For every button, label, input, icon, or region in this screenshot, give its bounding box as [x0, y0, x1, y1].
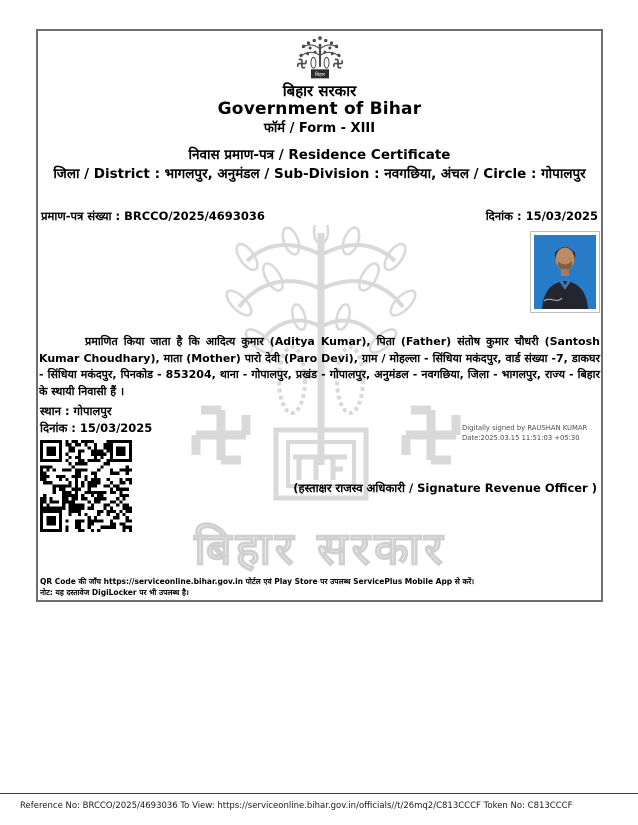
applicant-photo	[530, 231, 600, 313]
govt-name-hindi: बिहार सरकार	[282, 82, 357, 100]
govt-name-english: Government of Bihar	[217, 99, 422, 119]
signature-label: (हस्ताक्षर राजस्व अधिकारी / Signature Revenue Officer )	[293, 481, 597, 495]
certificate-body: प्रमाणित किया जाता है कि आदित्य कुमार (Aditya Kumar), पिता (Father) संतोष कुमार चौधरी (Santosh Kumar Choudhary), माता (Mother) पारो देवी (Paro Devi), ग्राम / मोहल्ला - सिंधिया मकंदपुर, वार्ड संख्या -7, डाकघर - सिंधिया मकंदपुर, पिनकोड - 853204, थाना - गोपालपुर, प्रखंड - गोपालपुर, अनुमंडल - नवगछिया, जिला - भागलपुर, राज्य - बिहार के स्थायी निवासी हैं ।	[39, 335, 600, 398]
bihar-watermark	[133, 225, 508, 585]
bihar-emblem	[287, 34, 353, 80]
digilocker-note: नोट: यह दस्तावेज DigiLocker पर भी उपलब्ध है।	[40, 588, 189, 597]
place-line: स्थान : गोपालपुर	[40, 404, 112, 418]
reference-line: Reference No: BRCCO/2025/4693036 To View: https://serviceonline.bihar.gov.in/officials//t/26mq2/C813CCCF Token No: C813CCCF	[20, 801, 573, 811]
footer-divider	[0, 793, 638, 794]
certificate-border	[36, 29, 603, 602]
certificate-number: प्रमाण-पत्र संख्या : BRCCO/2025/4693036	[41, 209, 265, 223]
qr-note: QR Code की जाँच https://serviceonline.bihar.gov.in पोर्टल एवं Play Store पर उपलब्ध ServicePlus Mobile App से करें।	[40, 577, 475, 586]
digital-signature	[462, 424, 587, 443]
digital-signature-line2: Date:2025.03.15 11:51:03 +05:30	[462, 433, 580, 442]
emblem-plaque-text: बिहार	[315, 71, 325, 78]
form-number: फॉर्म / Form - XIII	[263, 121, 376, 136]
watermark-text: बिहार सरकार	[194, 522, 447, 575]
certificate-title: निवास प्रमाण-पत्र / Residence Certificate	[188, 147, 451, 163]
district-line: जिला / District : भागलपुर, अनुमंडल / Sub-Division : नवगछिया, अंचल / Circle : गोपालपुर	[53, 166, 586, 182]
issue-date: दिनांक : 15/03/2025	[485, 209, 598, 223]
digital-signature-line1: Digitally signed by RAUSHAN KUMAR	[462, 424, 588, 432]
date-line: दिनांक : 15/03/2025	[40, 421, 153, 435]
applicant-photo-image	[534, 235, 596, 309]
